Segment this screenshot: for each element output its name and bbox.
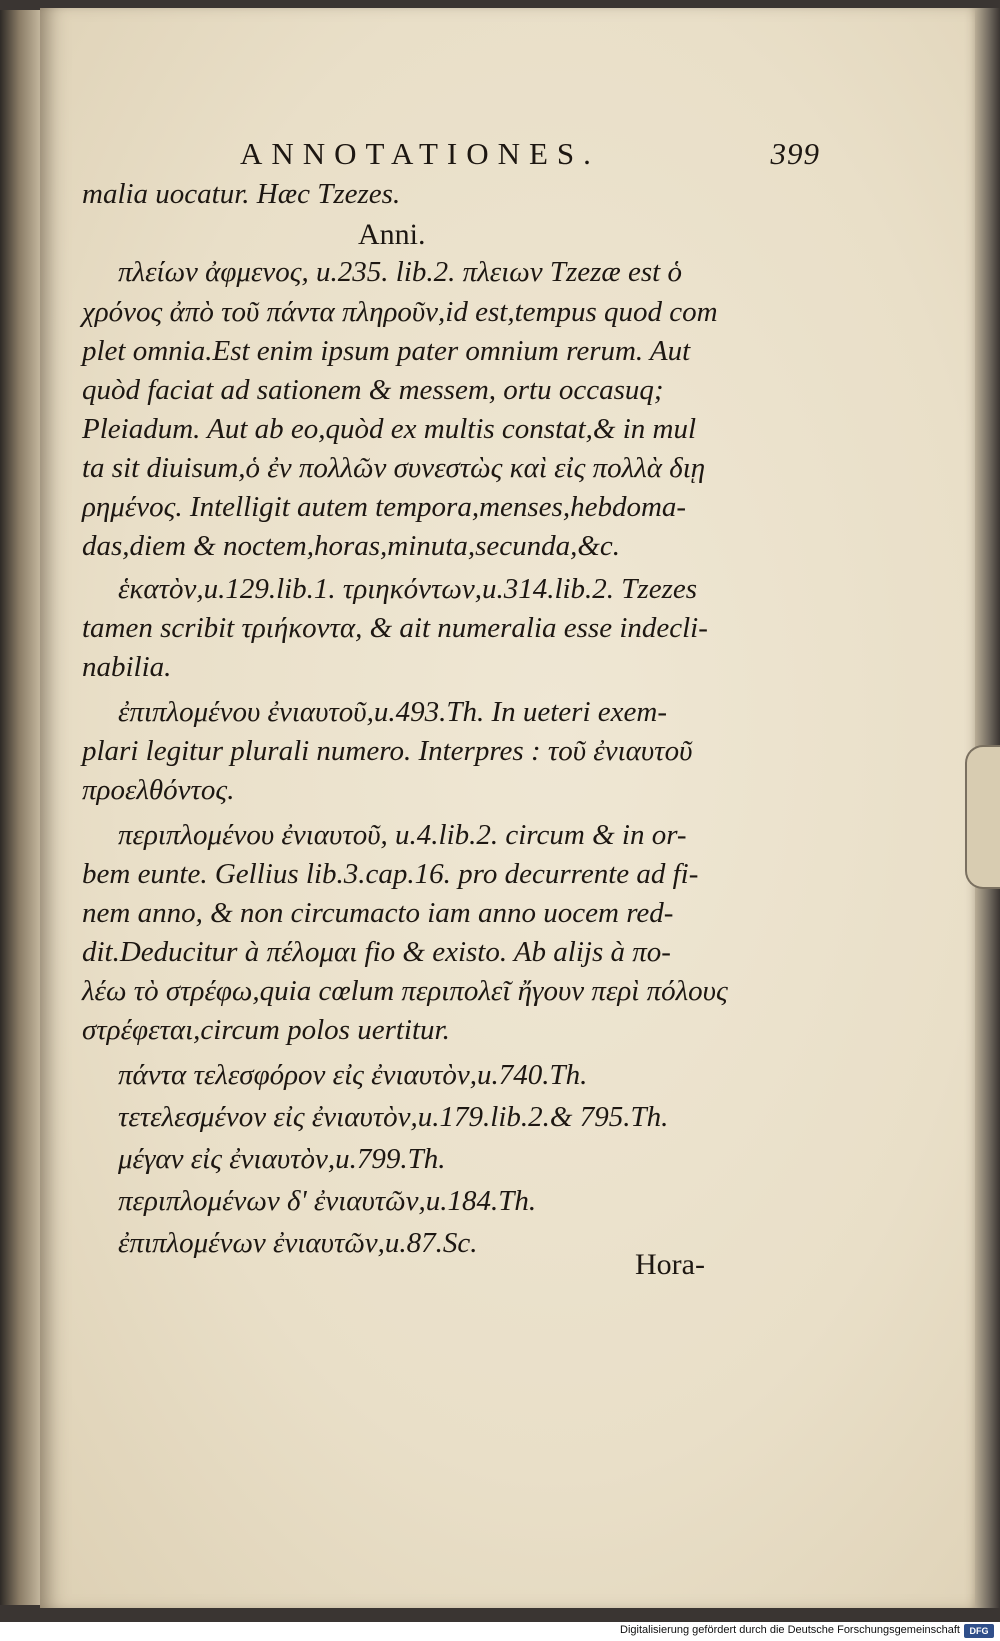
text-line: μέγαν εἰς ἐνιαυτὸν,u.799.Th. xyxy=(118,1143,446,1175)
text-line: ἑκατὸν,u.129.lib.1. τριηκόντων,u.314.lib.2. Tzezes xyxy=(118,573,698,605)
running-header xyxy=(240,136,820,176)
text-line: ἐπιπλομένου ἐνιαυτοῦ,u.493.Th. In ueteri exem- xyxy=(118,696,667,728)
dfg-logo-icon: DFG xyxy=(964,1624,994,1638)
text-line: περιπλομένων δ' ἐνιαυτῶν,u.184.Th. xyxy=(118,1185,537,1217)
page-number: 399 xyxy=(770,136,820,171)
text-line: χρόνος ἀπὸ τοῦ πάντα πληροῦν,id est,tempus quod com xyxy=(82,296,718,328)
text-line: τετελεσμένον εἰς ἐνιαυτὸν,u.179.lib.2.& 795.Th. xyxy=(118,1101,669,1133)
text-line: περιπλομένου ἐνιαυτοῦ, u.4.lib.2. circum & in or- xyxy=(118,819,687,851)
book-page xyxy=(40,8,975,1608)
text-line: πάντα τελεσφόρον εἰς ἐνιαυτὸν,u.740.Th. xyxy=(118,1059,588,1091)
text-line: πλείων ἀφμενος, u.235. lib.2. πλειων Tzezæ est ὁ xyxy=(118,256,682,288)
text-line: στρέφεται,circum polos uertitur. xyxy=(82,1014,450,1046)
header-title: ANNOTATIONES. xyxy=(240,136,600,171)
text-line: nabilia. xyxy=(82,651,172,683)
text-line: ρημένος. Intelligit autem tempora,menses,hebdoma- xyxy=(82,491,687,523)
text-line: quòd faciat ad sationem & messem, ortu occasuq; xyxy=(82,374,664,406)
text-line: das,diem & noctem,horas,minuta,secunda,&c. xyxy=(82,530,621,562)
footer-credit: Digitalisierung gefördert durch die Deutsche Forschungsgemeinschaft xyxy=(620,1624,960,1636)
text-line: ἐπιπλομένων ἐνιαυτῶν,u.87.Sc. xyxy=(118,1227,478,1259)
text-line: λέω τὸ στρέφω,quia cœlum περιπολεῖ ἤγουν περὶ πόλους xyxy=(82,975,728,1007)
text-line: Pleiadum. Aut ab eo,quòd ex multis constat,& in mul xyxy=(82,413,697,445)
text-line: ta sit diuisum,ὁ ἐν πολλῶν συνεστὼς καὶ εἰς πολλὰ διῃ xyxy=(82,452,706,484)
section-heading: Anni. xyxy=(358,218,426,251)
text-line: plet omnia.Est enim ipsum pater omnium rerum. Aut xyxy=(82,335,691,367)
text-line: dit.Deducitur à πέλομαι fio & existo. Ab alijs à πο- xyxy=(82,936,671,968)
text-line: plari legitur plurali numero. Interpres : τοῦ ἐνιαυτοῦ xyxy=(82,735,693,767)
text-line: malia uocatur. Hæc Tzezes. xyxy=(82,178,401,210)
text-line: bem eunte. Gellius lib.3.cap.16. pro decurrente ad fi- xyxy=(82,858,699,890)
text-line: tamen scribit τριήκοντα, & ait numeralia esse indecli- xyxy=(82,612,708,644)
text-line: προελθόντος. xyxy=(82,774,235,806)
catchword: Hora- xyxy=(635,1248,705,1281)
text-line: nem anno, & non circumacto iam anno uocem red- xyxy=(82,897,674,929)
page-tab xyxy=(965,745,1000,889)
footer-bar xyxy=(0,1622,1000,1641)
